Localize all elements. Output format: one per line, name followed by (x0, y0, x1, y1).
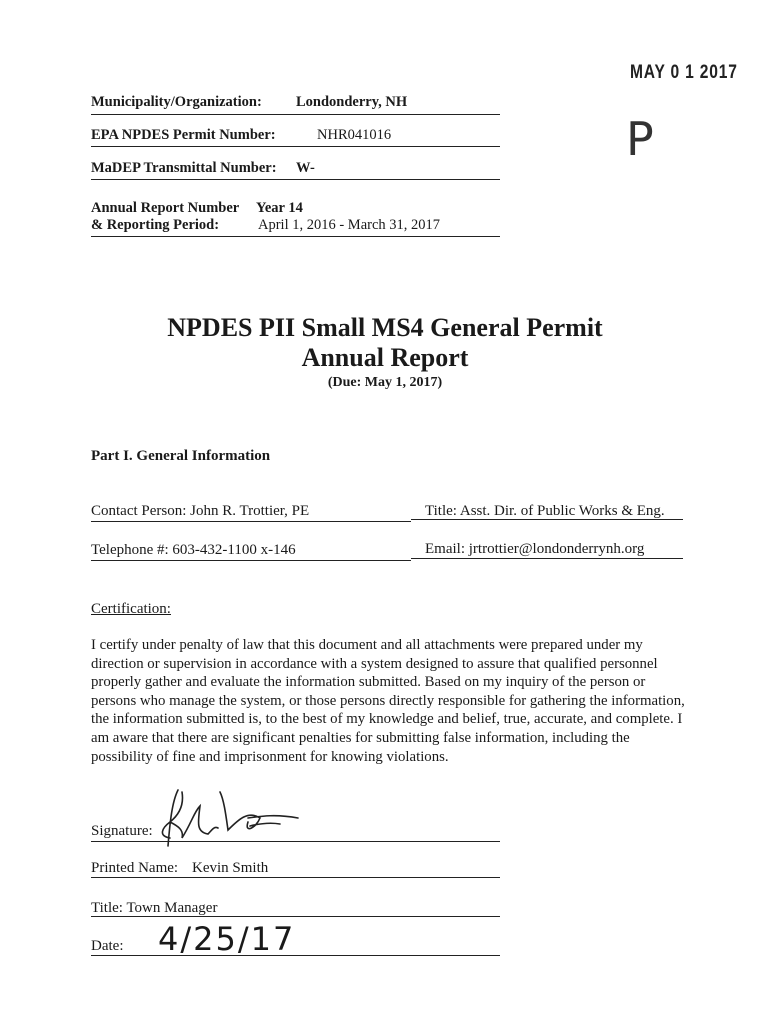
contact-person: Contact Person: John R. Trottier, PE (91, 503, 310, 519)
date-underline (91, 955, 500, 956)
signature-underline (91, 841, 500, 842)
due-date: (Due: May 1, 2017) (327, 375, 443, 390)
municipality-value: Londonderry, NH (296, 94, 408, 110)
reporting-period-value: April 1, 2016 - March 31, 2017 (258, 217, 441, 233)
title-underline (411, 519, 683, 520)
title-line-underline (91, 916, 500, 917)
municipality-underline (91, 114, 500, 115)
handwritten-mark: P (626, 112, 654, 166)
contact-underline (91, 521, 411, 522)
printed-name-value: Kevin Smith (192, 860, 269, 876)
email: Email: jrtrottier@londonderrynh.org (425, 541, 645, 557)
section-heading: Part I. General Information (91, 448, 271, 464)
date-label: Date: (91, 938, 124, 954)
report-number-label: Annual Report Number (91, 200, 240, 216)
handwritten-date: 4/25/17 (158, 920, 296, 958)
signature-label: Signature: (91, 823, 153, 839)
signer-title: Title: Town Manager (91, 900, 218, 916)
email-underline (411, 558, 683, 559)
reporting-period-label: & Reporting Period: (91, 217, 220, 233)
permit-underline (91, 146, 500, 147)
municipality-label: Municipality/Organization: (91, 94, 262, 110)
transmittal-value: W- (296, 160, 315, 176)
telephone-underline (91, 560, 411, 561)
permit-value: NHR041016 (317, 127, 392, 143)
transmittal-underline (91, 179, 500, 180)
telephone: Telephone #: 603-432-1100 x-146 (91, 542, 296, 558)
contact-title: Title: Asst. Dir. of Public Works & Eng. (425, 503, 665, 519)
received-date-stamp: MAY 0 1 2017 (630, 62, 738, 83)
certification-text: I certify under penalty of law that this document and all attachments were prepared under my direction or supervision in accordance with a system designed to assure that qualified personnel properly gather and evaluate the information submitted. Based on my inquiry of the person or persons who manage the system, or those persons directly responsible for gathering the information, the information submitted is, to the best of my knowledge and belief, true, accurate, and complete. I am aware that there are significant penalties for submitting false information, including the possibility of fine and imprisonment for knowing violations. (91, 637, 685, 765)
transmittal-label: MaDEP Transmittal Number: (91, 160, 277, 176)
report-number-value: Year 14 (256, 200, 303, 216)
reporting-period-underline (91, 236, 500, 237)
printed-name-underline (91, 877, 500, 878)
permit-label: EPA NPDES Permit Number: (91, 127, 276, 143)
printed-name-label: Printed Name: (91, 860, 179, 876)
report-subtitle: Annual Report (301, 343, 469, 372)
certification-label: Certification: (91, 601, 171, 617)
report-title: NPDES PII Small MS4 General Permit (167, 313, 603, 342)
